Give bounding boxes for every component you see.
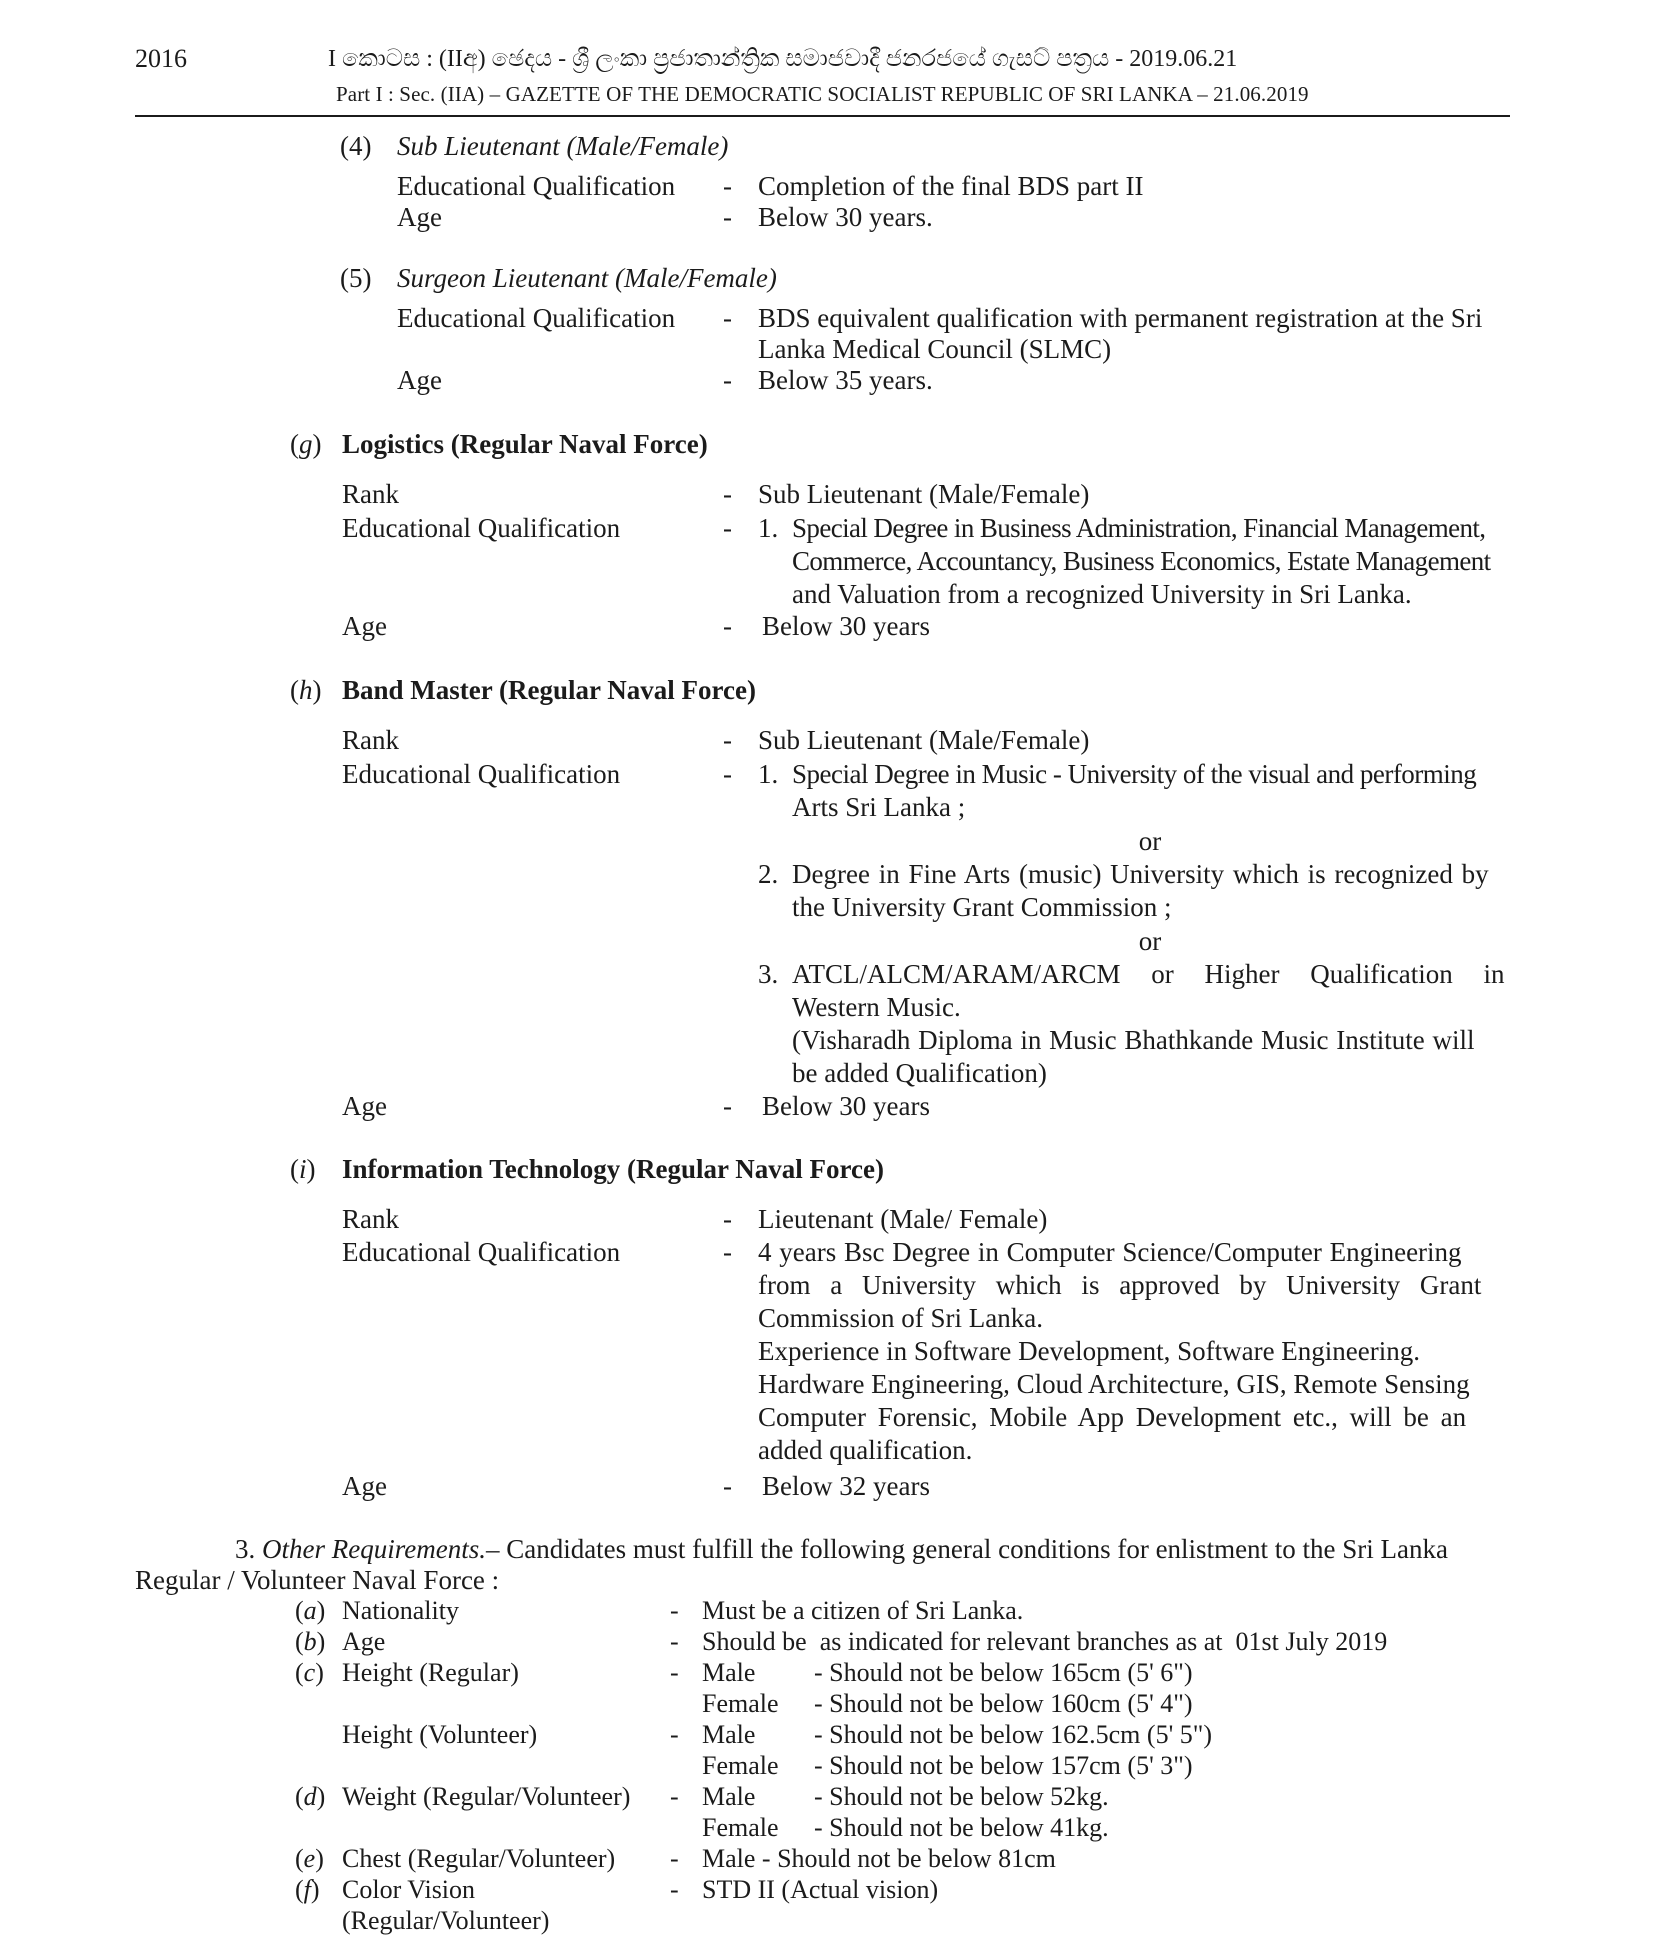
field-value: Lieutenant (Male/ Female) [758,1204,1048,1234]
section-letter: (h) [290,675,322,705]
gender-label: Male [702,1658,756,1687]
field-label: Age [342,1471,387,1501]
req-value: Should be as indicated for relevant branches as at 01st July 2019 [702,1627,1388,1656]
dash: - [723,1204,732,1234]
req-letter: (f) [295,1875,320,1904]
dash: - [723,1237,732,1267]
field-value: BDS equivalent qualification with permanent registration at the Sri [758,303,1483,333]
dash: - [670,1658,679,1687]
field-label: Age [342,611,387,641]
paragraph-intro-cont: Regular / Volunteer Naval Force : [135,1565,500,1595]
dash: - [723,759,732,789]
req-letter: (c) [295,1658,324,1687]
req-letter: (e) [295,1844,324,1873]
item-number: (4) [340,131,372,161]
dash: - [670,1627,679,1656]
req-value: - Should not be below 160cm (5' 4") [814,1689,1193,1718]
or-separator: or [1138,926,1162,956]
field-value: Completion of the final BDS part II [758,171,1144,201]
or-separator: or [1138,826,1162,856]
section-letter: (i) [290,1154,316,1184]
field-label: Educational Qualification [397,171,676,201]
field-label: Rank [342,479,399,509]
field-value: and Valuation from a recognized University in Sri Lanka. [792,579,1412,609]
req-value: - Should not be below 157cm (5' 3") [814,1751,1193,1780]
gender-label: Male [702,1782,756,1811]
dash: - [670,1844,679,1873]
req-value: - Should not be below 52kg. [814,1782,1109,1811]
gazette-header-english: Part I : Sec. (IIA) – GAZETTE OF THE DEMOCRATIC SOCIALIST REPUBLIC OF SRI LANKA – 21.06.2019 [336,82,1309,106]
list-number: 1. [758,759,779,789]
field-label: Rank [342,1204,399,1234]
req-letter: (d) [295,1782,326,1811]
field-value: Arts Sri Lanka ; [792,792,966,822]
field-label: Age [397,365,442,395]
field-value: Below 32 years [762,1471,930,1501]
field-value: 4 years Bsc Degree in Computer Science/Computer Engineering [758,1237,1462,1267]
dash: - [670,1782,679,1811]
field-value: Degree in Fine Arts (music) University which is recognized by [792,859,1489,889]
gazette-header-sinhala: I කොටස : (IIඅ) ඡෙදය - ශ්‍රී ලංකා ප්‍රජාතාන්ත්‍රික සමාජවාදී ජනරජයේ ගැසට් පත්‍රය - 2019.06.21 [328,46,1238,72]
field-value: Below 35 years. [758,365,933,395]
field-value: Hardware Engineering, Cloud Architecture, GIS, Remote Sensing [758,1369,1470,1399]
req-label: Color Vision [342,1875,476,1904]
dash: - [670,1596,679,1625]
item-number: (5) [340,263,372,293]
field-value: Below 30 years [762,611,930,641]
section-heading: Logistics (Regular Naval Force) [342,429,708,459]
field-label: Educational Qualification [342,759,621,789]
req-value: Must be a citizen of Sri Lanka. [702,1596,1024,1625]
req-label: (Regular/Volunteer) [342,1906,550,1935]
gender-label: Male [702,1720,756,1749]
field-value: Western Music. [792,992,961,1022]
req-value: Male - Should not be below 81cm [702,1844,1056,1873]
dash: - [723,171,732,201]
dash: - [723,303,732,333]
gender-label: Female [702,1813,779,1842]
dash: - [723,611,732,641]
list-number: 2. [758,859,779,889]
dash: - [723,365,732,395]
field-value: ATCL/ALCM/ARAM/ARCM or Higher Qualification in [792,959,1505,989]
field-value: Experience in Software Development, Software Engineering. [758,1336,1421,1366]
field-value: added qualification. [758,1435,973,1465]
dash: - [723,479,732,509]
field-label: Educational Qualification [397,303,676,333]
field-label: Educational Qualification [342,1237,621,1267]
req-letter: (a) [295,1596,326,1625]
field-value: Sub Lieutenant (Male/Female) [758,725,1090,755]
section-heading: Information Technology (Regular Naval Force) [342,1154,884,1184]
section-title: Sub Lieutenant (Male/Female) [397,131,729,161]
field-value: Commerce, Accountancy, Business Economics, Estate Management [792,546,1491,576]
req-label: Age [342,1627,386,1656]
req-label: Height (Regular) [342,1658,519,1687]
section-letter: (g) [290,429,322,459]
req-label: Chest (Regular/Volunteer) [342,1844,616,1873]
dash: - [723,1091,732,1121]
field-value: Sub Lieutenant (Male/Female) [758,479,1090,509]
dash: - [723,202,732,232]
req-letter: (b) [295,1627,326,1656]
field-label: Age [397,202,442,232]
field-value: Special Degree in Music - University of the visual and performing [792,759,1477,789]
dash: - [723,513,732,543]
req-label: Weight (Regular/Volunteer) [342,1782,631,1811]
dash: - [723,725,732,755]
field-value: Lanka Medical Council (SLMC) [758,334,1112,364]
req-value: - Should not be below 162.5cm (5' 5") [814,1720,1213,1749]
req-label: Nationality [342,1596,459,1625]
field-value: be added Qualification) [792,1058,1047,1088]
section-title: Surgeon Lieutenant (Male/Female) [397,263,777,293]
field-value: Below 30 years [762,1091,930,1121]
list-number: 3. [758,959,779,989]
page-number: 2016 [135,44,187,73]
field-value: the University Grant Commission ; [792,892,1172,922]
req-value: - Should not be below 41kg. [814,1813,1109,1842]
field-value: Commission of Sri Lanka. [758,1303,1043,1333]
req-value: STD II (Actual vision) [702,1875,939,1904]
list-number: 1. [758,513,779,543]
field-label: Age [342,1091,387,1121]
req-value: - Should not be below 165cm (5' 6") [814,1658,1193,1687]
gender-label: Female [702,1689,779,1718]
paragraph-intro: 3. Other Requirements.– Candidates must fulfill the following general conditions for enlistment to the Sri Lanka [235,1534,1449,1564]
field-label: Rank [342,725,399,755]
field-label: Educational Qualification [342,513,621,543]
field-value: (Visharadh Diploma in Music Bhathkande Music Institute will [792,1025,1475,1055]
dash: - [670,1720,679,1749]
field-value: Computer Forensic, Mobile App Development etc., will be an [758,1402,1467,1432]
dash: - [670,1875,679,1904]
req-label: Height (Volunteer) [342,1720,538,1749]
field-value: Special Degree in Business Administration, Financial Management, [792,513,1486,543]
gender-label: Female [702,1751,779,1780]
dash: - [723,1471,732,1501]
field-value: from a University which is approved by University Grant [758,1270,1482,1300]
header-rule [135,115,1510,117]
section-heading: Band Master (Regular Naval Force) [342,675,756,705]
field-value: Below 30 years. [758,202,933,232]
